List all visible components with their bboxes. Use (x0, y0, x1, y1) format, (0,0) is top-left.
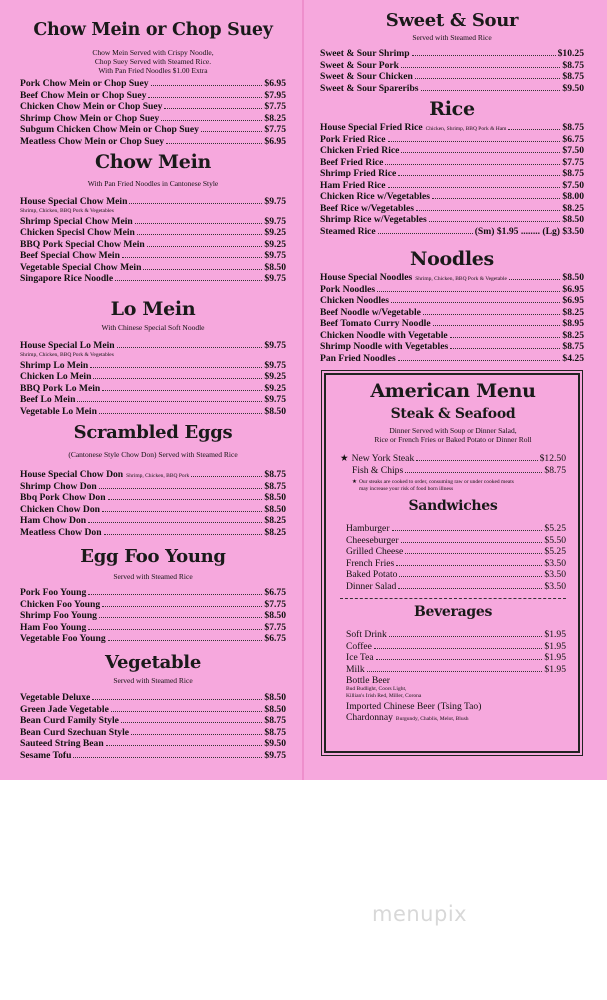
section-noodles (320, 248, 584, 364)
menu-item: Chicken Fried Rice $7.50 (320, 145, 584, 156)
steak-seafood-title: Steak & Seafood (390, 406, 516, 422)
steak-note: may increase your risk of food born illness (358, 486, 454, 492)
menu-item: Grilled Cheese $5.25 (346, 546, 566, 557)
menu-item: Cheeseburger $5.50 (346, 534, 566, 546)
section-vegetable (20, 652, 286, 761)
section-chow-mein (20, 151, 286, 285)
menu-item: Sweet & Sour Chicken $8.75 (320, 71, 584, 82)
menu-item: Shrimp Fried Rice $8.75 (320, 168, 584, 179)
section-scrambled-eggs (20, 422, 286, 538)
star-icon: ★ (340, 453, 349, 464)
section-subtitle: With Pan Fried Noodles $1.00 Extra (98, 66, 208, 75)
menu-item: Beef Noodle w/Vegetable $8.25 (320, 306, 584, 318)
menu-item: Baked Potato $3.50 (346, 569, 566, 580)
american-menu-title: American Menu (370, 380, 536, 402)
section-lo-mein (20, 298, 286, 417)
menu-item: Chicken Noodle with Vegetable $8.25 (320, 329, 584, 341)
menu-item: Ham Chow Don $8.25 (20, 515, 286, 526)
menu-item: Shrimp Chow Don $8.75 (20, 480, 286, 492)
sandwiches-title: Sandwiches (408, 498, 498, 514)
section-chow-mein-chop-suey (20, 20, 286, 147)
section-subtitle: Served with Steamed Rice (412, 33, 492, 42)
menu-item: Bean Curd Family Style $8.75 (20, 715, 286, 726)
section-title: Scrambled Eggs (73, 422, 233, 443)
menu-item: Pork Noodles $6.95 (320, 283, 584, 295)
item-note: Shrimp, Chicken, BBQ Pork & Vegetables (20, 207, 114, 214)
menu-item: Beef Special Chow Mein $9.75 (20, 250, 286, 261)
menu-item: Subgum Chicken Chow Mein or Chop Suey $7.75 (20, 124, 286, 135)
menu-item: House Special Chow Mein $9.75 (20, 196, 286, 207)
menu-item: Dinner Salad $3.50 (346, 580, 566, 592)
american-menu-box (324, 373, 580, 753)
menu-item: French Fries $3.50 (346, 557, 566, 569)
section-egg-foo-young (20, 546, 286, 645)
section-subtitle: With Chinese Special Soft Noodle (101, 323, 205, 332)
menu-item: Chicken Lo Mein $9.25 (20, 371, 286, 382)
menu-item: Beef Fried Rice $7.75 (320, 156, 584, 168)
menu-item: Meatless Chow Mein or Chop Suey $6.95 (20, 135, 286, 147)
section-title: Noodles (410, 248, 494, 270)
menu-item: Sweet & Sour Pork $8.75 (320, 59, 584, 71)
bottle-beer-note: Killian's Irish Red, Miller, Corona (346, 692, 422, 699)
menu-item: Beef Tomato Curry Noodle $8.95 (320, 318, 584, 329)
star-icon: ★ (352, 479, 357, 485)
menu-item: Meatless Chow Don $8.25 (20, 526, 286, 538)
menu-item: Chicken Chow Don $8.50 (20, 503, 286, 515)
column-divider (302, 0, 304, 780)
section-title: Chow Mein or Chop Suey (33, 20, 273, 40)
section-sweet-sour (320, 10, 584, 94)
section-rice (320, 98, 584, 237)
menu-item: Shrimp Special Chow Mein $9.75 (20, 215, 286, 227)
menu-item: Soft Drink $1.95 (346, 629, 566, 640)
menu-item: BBQ Pork Lo Mein $9.25 (20, 382, 286, 394)
menu-item: Fish & Chips $8.75 (352, 464, 566, 476)
menu-item: Pork Fried Rice $6.75 (320, 133, 584, 145)
menu-item: BBQ Pork Special Chow Mein $9.25 (20, 238, 286, 250)
section-subtitle: Chow Mein Served with Crispy Noodle, (92, 48, 214, 57)
menu-item: Vegetable Deluxe $8.50 (20, 692, 286, 703)
menu-item: Chicken Chow Mein or Chop Suey $7.75 (20, 101, 286, 112)
menu-item: Bbq Pork Chow Don $8.50 (20, 492, 286, 503)
menu-item: Beef Rice w/Vegetables $8.25 (320, 202, 584, 214)
menu-item: Milk $1.95 (346, 663, 566, 675)
menu-item: Sweet & Sour Shrimp $10.25 (320, 48, 584, 59)
menu-item: ★ New York Steak $12.50 (340, 453, 566, 464)
menu-item: Pork Chow Mein or Chop Suey $6.95 (20, 78, 286, 89)
dashed-divider (340, 598, 566, 599)
menu-item: Chicken Foo Young $7.75 (20, 598, 286, 610)
menu-item: Chicken Noodles $6.95 (320, 295, 584, 306)
menu-item: Sweet & Sour Spareribs $9.50 (320, 82, 584, 94)
section-title: Chow Mein (94, 151, 212, 173)
menu-item: Beef Lo Mein $9.75 (20, 394, 286, 405)
menu-item: Ice Tea $1.95 (346, 652, 566, 663)
menu-item: Chicken Rice w/Vegetables $8.00 (320, 191, 584, 202)
section-subtitle: Rice or French Fries or Baked Potato or Dinner Roll (374, 435, 532, 444)
section-subtitle: Chop Suey Served with Steamed Rice. (94, 57, 212, 66)
menu-item: Bottle Beer (346, 675, 390, 686)
menu-item: Imported Chinese Beer (Tsing Tao) (346, 700, 482, 712)
beverages-title: Beverages (413, 604, 493, 620)
menu-item: House Special Noodles Shrimp, Chicken, BBQ Pork & Vegetable $8.50 (320, 272, 584, 283)
menu-item: Chardonnay Burgundy, Chablis, Melot, Blush (346, 712, 469, 723)
menu-item: Shrimp Chow Mein or Chop Suey $8.25 (20, 112, 286, 124)
section-title: Sweet & Sour (385, 10, 519, 31)
bottle-beer-note: Bud Budlight, Coors Light, (346, 685, 407, 692)
section-subtitle: Dinner Served with Soup or Dinner Salad, (389, 426, 517, 435)
menu-item: Shrimp Noodle with Vegetables $8.75 (320, 341, 584, 352)
menu-item: Green Jade Vegetable $8.50 (20, 703, 286, 715)
section-title: Vegetable (105, 652, 201, 673)
menu-item: Pan Fried Noodles $4.25 (320, 352, 584, 364)
steak-note: Our steaks are cooked to order, consuming raw or under cooked meats (358, 479, 514, 485)
section-subtitle: Served with Steamed Rice (113, 676, 193, 685)
section-subtitle: (Cantonese Style Chow Don) Served with Steamed Rice (68, 450, 238, 459)
menu-item: Pork Foo Young $6.75 (20, 587, 286, 598)
menu-item: Vegetable Lo Mein $8.50 (20, 405, 286, 417)
menu-item: Shrimp Lo Mein $9.75 (20, 359, 286, 371)
menu-item: House Special Fried Rice Chicken, Shrimp, BBQ Pork & Ham $8.75 (320, 122, 584, 133)
section-title: Rice (429, 98, 475, 120)
section-subtitle: With Pan Fried Noodles in Cantonese Style (87, 179, 219, 188)
menu-item: Shrimp Rice w/Vegetables $8.50 (320, 214, 584, 225)
menu-item: Chicken Specisl Chow Mein $9.25 (20, 227, 286, 238)
menu-item: Shrimp Foo Young $8.50 (20, 610, 286, 621)
menu-item: Vegetable Foo Young $6.75 (20, 633, 286, 644)
menu-item: Singapore Rice Noodle $9.75 (20, 273, 286, 284)
section-title: Lo Mein (110, 298, 196, 320)
menu-item: Ham Fried Rice $7.50 (320, 179, 584, 191)
menu-item: Coffee $1.95 (346, 640, 566, 652)
menu-item: Beef Chow Mein or Chop Suey $7.95 (20, 89, 286, 101)
menu-item: House Special Chow Don Shrimp, Chicken, BBQ Pork $8.75 (20, 469, 286, 480)
watermark: menupix (372, 902, 468, 926)
menu-item: Hamburger $5.25 (346, 523, 566, 534)
menu-item: Steamed Rice (Sm) $1.95 ........ (Lg) $3.50 (320, 225, 584, 237)
menu-item: Ham Foo Young $7.75 (20, 621, 286, 633)
menu-item: Vegetable Special Chow Mein $8.50 (20, 261, 286, 273)
section-title: Egg Foo Young (80, 546, 226, 567)
menu-item: Sesame Tofu $9.75 (20, 749, 286, 761)
item-note: Shrimp, Chicken, BBQ Pork & Vegetables (20, 351, 114, 358)
menu-item: Sauteed String Bean $9.50 (20, 738, 286, 749)
menu-item: House Special Lo Mein $9.75 (20, 340, 286, 351)
section-subtitle: Served with Steamed Rice (113, 572, 193, 581)
menu-item: Bean Curd Szechuan Style $8.75 (20, 726, 286, 738)
